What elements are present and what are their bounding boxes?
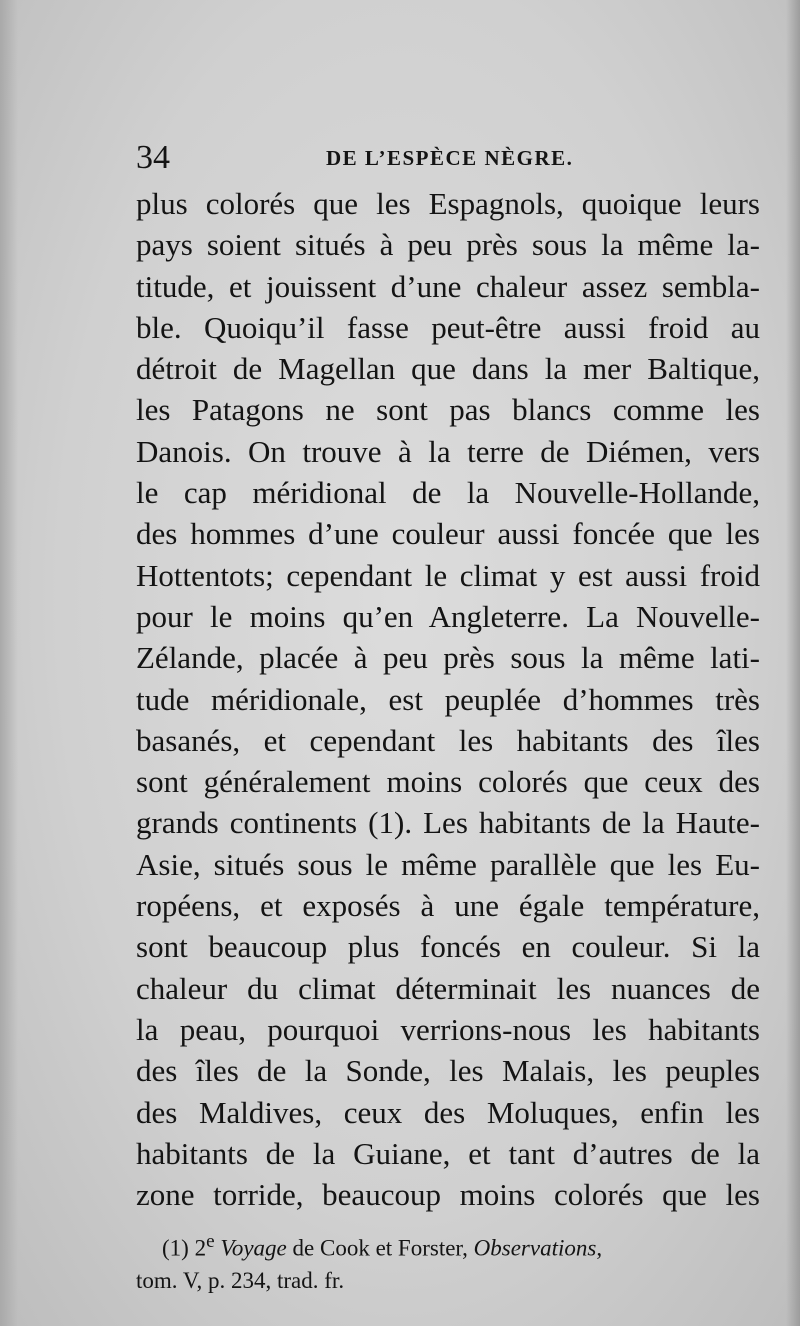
text-line: plus colorés que les Espagnols, quoique leurs xyxy=(136,186,760,221)
text-line: pays soient situés à peu près sous la même la- xyxy=(136,227,760,263)
text-line: sont généralement moins colorés que ceux des xyxy=(136,764,760,800)
footnote-line-1 xyxy=(136,1226,766,1265)
footnote-text: de Cook et Forster, xyxy=(286,1235,474,1261)
text-line: grands continents (1). Les habitants de la Haute- xyxy=(136,805,760,841)
running-head xyxy=(136,128,756,188)
text-line: Zélande, placée à peu près sous la même lati- xyxy=(136,640,760,676)
text-line: ble. Quoiqu’il fasse peut-être aussi froid au xyxy=(136,309,760,345)
text-line: pour le moins qu’en Angleterre. La Nouvelle- xyxy=(136,598,760,634)
text-line: Danois. On trouve à la terre de Diémen, vers xyxy=(136,433,760,469)
page-edge-shadow-right xyxy=(786,0,800,1326)
text-line: chaleur du climat déterminait les nuances de xyxy=(136,970,760,1006)
footnote xyxy=(136,1226,766,1297)
text-line: des îles de la Sonde, les Malais, les peuples xyxy=(136,1053,760,1089)
text-line: des hommes d’une couleur aussi foncée que les xyxy=(136,516,760,552)
text-line: les Patagons ne sont pas blancs comme les xyxy=(136,392,760,428)
page-edge-shadow-left xyxy=(0,0,18,1326)
text-line: habitants de la Guiane, et tant d’autres de la xyxy=(136,1135,760,1171)
text-line: basanés, et cependant les habitants des îles xyxy=(136,722,760,758)
text-line: la peau, pourquoi verrions-nous les habitants xyxy=(136,1011,760,1047)
text-line: détroit de Magellan que dans la mer Baltique, xyxy=(136,351,760,387)
footnote-italic-source: Observations xyxy=(473,1235,597,1261)
footnote-trailing: , xyxy=(596,1235,603,1261)
body-text xyxy=(136,183,760,1215)
text-line: des Maldives, ceux des Moluques, enfin les xyxy=(136,1094,760,1130)
text-line: sont beaucoup plus foncés en couleur. Si la xyxy=(136,929,760,965)
text-line: le cap méridional de la Nouvelle-Hollande, xyxy=(136,475,760,511)
text-line: Hottentots; cependant le climat y est aussi froid xyxy=(136,557,760,593)
footnote-superscript: e xyxy=(206,1231,215,1252)
text-line: Asie, situés sous le même parallèle que les Eu- xyxy=(136,846,760,882)
page-number: 34 xyxy=(136,139,170,176)
text-line: tude méridionale, est peuplée d’hommes très xyxy=(136,681,760,717)
text-line: titude, et jouissent d’une chaleur assez sembla- xyxy=(136,268,760,304)
footnote-italic-title: Voyage xyxy=(220,1235,287,1261)
text-line: zone torride, beaucoup moins colorés que les xyxy=(136,1177,760,1213)
footnote-marker: (1) 2 xyxy=(162,1235,207,1261)
running-title: DE L’ESPÈCE NÈGRE. xyxy=(326,146,574,170)
text-line: ropéens, et exposés à une égale température, xyxy=(136,888,760,924)
footnote-line-2: tom. V, p. 234, trad. fr. xyxy=(136,1267,345,1293)
